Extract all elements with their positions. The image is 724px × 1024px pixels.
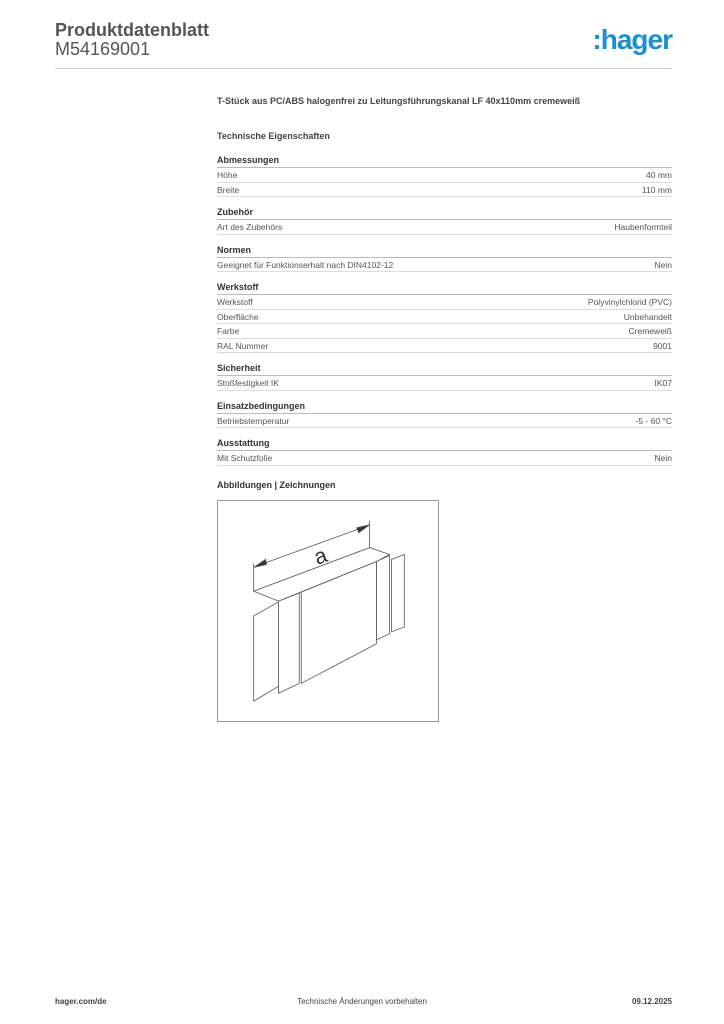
main-content	[217, 96, 672, 722]
footer-website[interactable]: hager.com/de	[55, 997, 107, 1006]
product-code: M54169001	[55, 39, 151, 59]
property-row	[217, 324, 672, 339]
footer-note: Technische Änderungen vorbehalten	[297, 997, 427, 1006]
right-collar	[377, 555, 390, 639]
section-title: Abmessungen	[217, 155, 672, 168]
product-drawing	[217, 500, 439, 722]
property-row	[217, 339, 672, 354]
property-value: -5 - 60 °C	[635, 415, 672, 426]
properties	[217, 155, 672, 466]
header-divider	[55, 68, 672, 69]
property-row	[217, 295, 672, 310]
section	[217, 207, 672, 235]
property-label: Werkstoff	[217, 297, 253, 307]
property-label: RAL Nummer	[217, 340, 269, 351]
product-description: T-Stück aus PC/ABS halogenfrei zu Leitungsführungskanal LF 40x110mm cremeweiß	[217, 96, 581, 106]
section	[217, 155, 672, 197]
section	[217, 245, 672, 273]
property-value: Polyvinylchlorid (PVC)	[587, 297, 672, 307]
property-row	[217, 414, 672, 429]
property-value: Nein	[654, 453, 672, 463]
property-label: Farbe	[217, 326, 240, 336]
section-title: Normen	[217, 245, 672, 258]
section	[217, 401, 672, 429]
property-label: Oberfläche	[217, 311, 259, 322]
property-value: Nein	[654, 259, 672, 270]
property-label: Art des Zubehörs	[217, 222, 283, 232]
property-label: Betriebstemperatur	[217, 415, 290, 426]
page-title: Produktdatenblatt	[55, 20, 210, 40]
section	[217, 363, 672, 391]
hager-logo: :hager	[592, 24, 672, 55]
tech-title: Technische Eigenschaften	[217, 131, 330, 141]
left-flap	[254, 602, 279, 701]
figures-title: Abbildungen | Zeichnungen	[217, 479, 336, 490]
property-value: Unbehandelt	[623, 311, 672, 322]
section	[217, 282, 672, 353]
property-value: 110 mm	[641, 184, 672, 195]
property-value: Haubenformteil	[614, 222, 672, 232]
section-title: Werkstoff	[217, 282, 672, 295]
footer-date: 09.12.2025	[631, 997, 672, 1006]
property-row	[217, 168, 672, 183]
right-flap	[391, 554, 404, 631]
left-collar	[278, 593, 299, 693]
property-row	[217, 220, 672, 235]
property-label: Höhe	[217, 170, 238, 180]
property-value: 40 mm	[646, 170, 672, 180]
property-label: Geeignet für Funktionserhalt nach DIN4102-12	[217, 259, 394, 270]
section-title: Zubehör	[217, 207, 672, 220]
section-title: Ausstattung	[217, 438, 672, 451]
dimension-label: a	[310, 541, 331, 570]
property-value: IK07	[654, 378, 672, 388]
property-row	[217, 183, 672, 198]
property-label: Breite	[217, 184, 240, 195]
property-value: 9001	[653, 340, 672, 351]
property-label: Stoßfestigkeit IK	[217, 378, 279, 388]
property-row	[217, 258, 672, 273]
section	[217, 438, 672, 466]
section-title: Einsatzbedingungen	[217, 401, 672, 414]
property-row	[217, 310, 672, 325]
property-row	[217, 376, 672, 391]
section-title: Sicherheit	[217, 363, 672, 376]
property-value: Cremeweiß	[628, 326, 672, 336]
property-label: Mit Schutzfolie	[217, 453, 273, 463]
property-row	[217, 451, 672, 466]
